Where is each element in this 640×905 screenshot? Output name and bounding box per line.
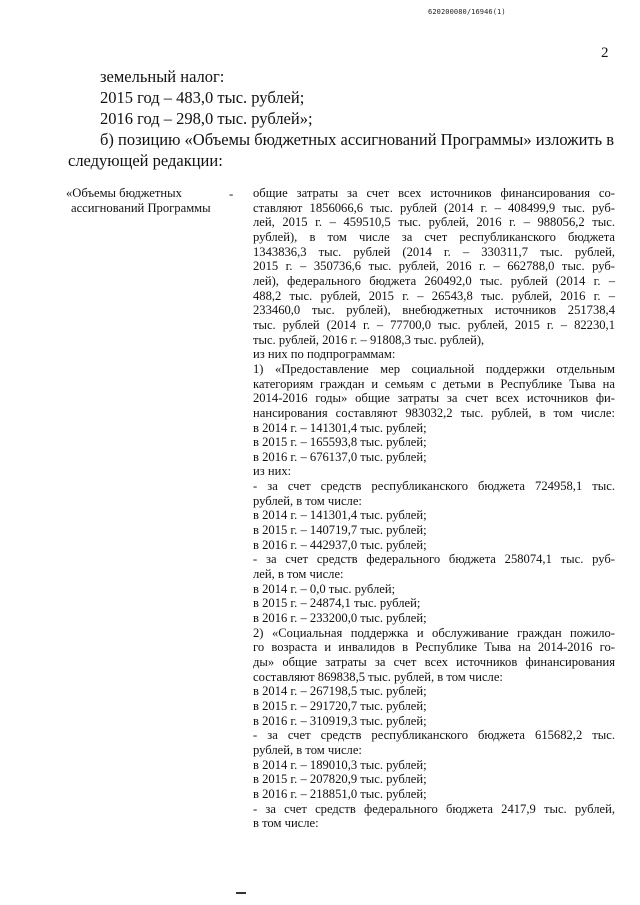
content-line: ставляют 1856066,6 тыс. рублей (2014 г. – 408499,9 тыс. руб- [253,200,615,215]
content-line: тыс. рублей, 2016 г. – 91808,3 тыс. рублей), [253,332,485,347]
content-line: в 2016 г. – 218851,0 тыс. рублей; [253,786,427,801]
row-content [253,186,615,831]
bottom-mark [236,892,246,894]
content-line: рублей, в том числе: [253,493,362,508]
content-line: 488,2 тыс. рублей, 2015 г. – 26543,8 тыс. рублей, 2016 г. – [253,288,615,303]
content-line: в 2014 г. – 141301,4 тыс. рублей; [253,508,427,523]
row-label-line: ассигнований Программы [71,200,211,215]
content-line: - за счет средств федерального бюджета 258074,1 тыс. руб- [253,552,615,567]
content-line: 233460,0 тыс. рублей), внебюджетных источников 251738,4 [253,303,615,318]
content-line: 2014-2016 годы» общие затраты за счет всех источников фи- [253,391,615,406]
intro-text [68,66,615,171]
content-line: лей, 2015 г. – 459510,5 тыс. рублей, 2016 г. – 988056,2 тыс. [253,215,615,230]
content-line: лей), федерального бюджета 260492,0 тыс. рублей (2014 г. – [253,273,615,288]
content-line: нансирования составляют 983032,2 тыс. рублей, в том числе: [253,405,615,420]
content-line: категориям граждан и семьям с детьми в Республике Тыва на [253,376,615,391]
content-line: в 2016 г. – 676137,0 тыс. рублей; [253,449,427,464]
document-code: 620200080/16946(1) [428,8,506,16]
content-line: 2015 г. – 350736,6 тыс. рублей, 2016 г. – 662788,0 тыс. руб- [253,259,615,274]
content-line: тыс. рублей (2014 г. – 77700,0 тыс. рублей, 2015 г. – 82230,1 [253,317,615,332]
content-line: в 2016 г. – 233200,0 тыс. рублей; [253,611,427,626]
row-label-line: «Объемы бюджетных [66,186,182,200]
intro-line: земельный налог: [100,67,225,86]
content-line: 2) «Социальная поддержка и обслуживание граждан пожило- [253,625,615,640]
content-line: общие затраты за счет всех источников финансирования со- [253,186,615,200]
content-line: в 2014 г. – 267198,5 тыс. рублей; [253,684,427,699]
content-line: в 2015 г. – 140719,7 тыс. рублей; [253,523,427,538]
content-line: лей, в том числе: [253,567,344,582]
content-line: в 2015 г. – 291720,7 тыс. рублей; [253,698,427,713]
content-line: 1) «Предоставление мер социальной поддержки отдельным [253,361,615,376]
content-line: в том числе: [253,816,319,831]
row-label [66,186,234,215]
content-line: в 2014 г. – 189010,3 тыс. рублей; [253,757,427,772]
content-line: го возраста и инвалидов в Республике Тыва на 2014-2016 го- [253,640,615,655]
intro-line: б) позицию «Объемы бюджетных ассигнований Программы» изложить в [100,130,615,149]
row-dash: - [229,186,234,201]
content-line: в 2016 г. – 310919,3 тыс. рублей; [253,713,427,728]
intro-line: следующей редакции: [68,151,223,170]
intro-line: 2015 год – 483,0 тыс. рублей; [100,88,305,107]
content-line: - за счет средств республиканского бюджета 724958,1 тыс. [253,479,615,494]
content-line: в 2014 г. – 0,0 тыс. рублей; [253,581,396,596]
content-line: 1343836,3 тыс. рублей (2014 г. – 330311,7 тыс. рублей, [253,244,615,259]
content-line: - за счет средств федерального бюджета 2417,9 тыс. рублей, [253,801,615,816]
page-number: 2 [601,45,609,61]
content-line: из них по подпрограммам: [253,347,396,362]
content-line: в 2016 г. – 442937,0 тыс. рублей; [253,537,427,552]
content-line: - за счет средств республиканского бюджета 615682,2 тыс. [253,728,615,743]
content-line: из них: [253,464,292,479]
content-line: в 2015 г. – 165593,8 тыс. рублей; [253,435,427,450]
content-line: в 2015 г. – 24874,1 тыс. рублей; [253,596,421,611]
content-line: в 2014 г. – 141301,4 тыс. рублей; [253,420,427,435]
content-line: в 2015 г. – 207820,9 тыс. рублей; [253,772,427,787]
content-line: ды» общие затраты за счет всех источников финансирования [253,655,615,669]
content-line: составляют 869838,5 тыс. рублей, в том числе: [253,669,503,684]
intro-line: 2016 год – 298,0 тыс. рублей»; [100,109,313,128]
budget-allocation-row [66,186,616,846]
content-line: рублей, в том числе: [253,742,362,757]
content-line: рублей), в том числе за счет республиканского бюджета [253,229,615,244]
